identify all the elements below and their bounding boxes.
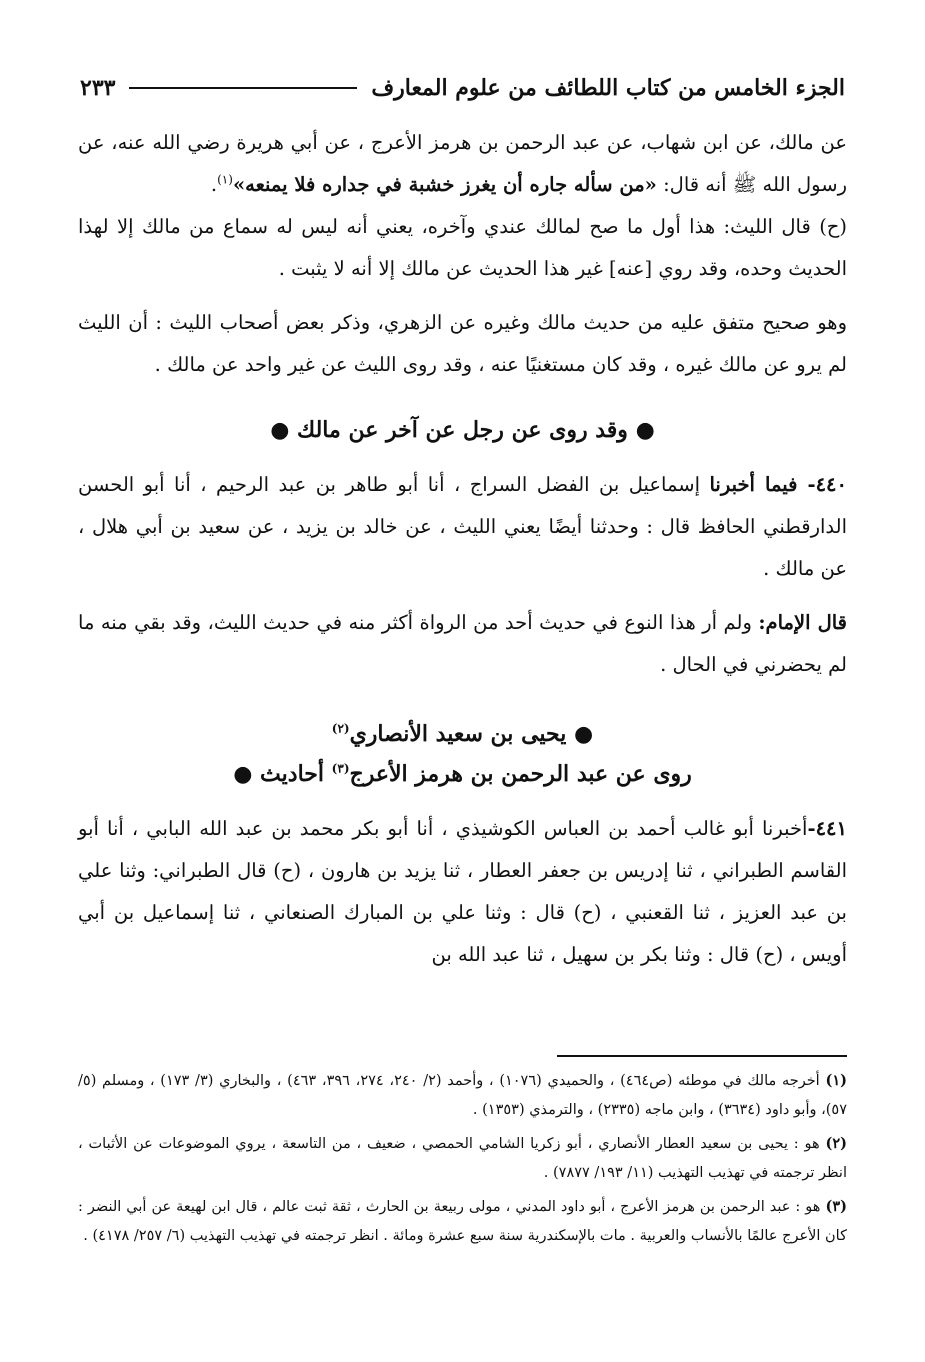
paragraph-2: (ح) قال الليث: هذا أول ما صح لمالك عندي وآخره، يعني أنه ليس له سماع من مالك إلا لهذا الحديث وحده، وقد روي [عنه] غير هذا الحديث عن مالك إلا أنه لا يثبت . (78, 215, 847, 280)
footnote-text: هو : عبد الرحمن بن هرمز الأعرج ، أبو داود المدني ، مولى ربيعة بن الحارث ، ثقة ثبت عالم ، قال ابن لهيعة عن أبي النضر : كان الأعرج عالمًا بالأنساب والعربية . مات بالإسكندرية سنة سبع عشرة ومائة . انظر ترجمته في تهذيب التهذيب (٦/ ٢٥٧/ ٤١٧٨) . (78, 1199, 847, 1244)
footnotes (78, 1066, 847, 1255)
footnote-ref-3: (٣) (331, 761, 350, 776)
paragraph-1 (78, 122, 847, 206)
footnote-ref-2: (٢) (331, 721, 350, 736)
footnote-number: (١) (825, 1072, 847, 1089)
footnote-text: هو : يحيى بن سعيد العطار الأنصاري ، أبو زكريا الشامي الحمصي ، ضعيف ، من التاسعة ، يروي الموضوعات عن الأثبات ، انظر ترجمته في تهذيب التهذيب (١١/ ١٩٣/ ٧٨٧٧) . (78, 1136, 847, 1181)
section-heading-2a (78, 714, 847, 754)
paragraph-3: وهو صحيح متفق عليه من حديث مالك وغيره عن الزهري، وذكر بعض أصحاب الليث : أن الليث لم يرو عن مالك غيره ، وقد كان مستغنيًا عنه ، وقد روى الليث عن غير واحد عن مالك . (78, 311, 847, 376)
paragraph-6-text: أخبرنا أبو غالب أحمد بن العباس الكوشيذي ، أنا أبو بكر محمد بن عبد الله البابي ، أنا أبو القاسم الطبراني ، ثنا إدريس بن جعفر العطار ، ثنا يزيد بن هارون ، (ح) قال الطبراني: وثنا علي بن عبد العزيز ، ثنا القعنبي ، (ح) قال : وثنا علي بن المبارك الصنعاني ، ثنا إسماعيل بن أبي أويس ، (ح) قال : وثنا بكر بن سهيل ، ثنا عبد الله بن (78, 817, 847, 966)
hadith-number-440: ٤٤٠- فيما أخبرنا (709, 473, 847, 496)
running-title: الجزء الخامس من كتاب اللطائف من علوم المعارف (371, 75, 845, 101)
heading-2b-end: أحاديث ● (233, 761, 324, 787)
paragraph-4 (78, 464, 847, 590)
paragraph-5-text: ولم أر هذا النوع في حديث أحد من الرواة أكثر منه في حديث الليث، وقد بقي منه ما لم يحضرني في الحال . (78, 611, 847, 676)
heading-2b-text: روى عن عبد الرحمن بن هرمز الأعرج (349, 761, 692, 787)
paragraph-1-text: عن مالك، عن ابن شهاب، عن عبد الرحمن بن هرمز الأعرج ، عن أبي هريرة رضي الله عنه، عن رسول الله ﷺ أنه قال: (78, 131, 847, 196)
footnote-text: أخرجه مالك في موطئه (ص٤٦٤) ، والحميدي (١٠٧٦) ، وأحمد (٢/ ٢٤٠، ٢٧٤، ٣٩٦، ٤٦٣) ، والبخاري (٣/ ١٧٣) ، ومسلم (٥/ ٥٧)، وأبو داود (٣٦٣٤) ، وابن ماجه (٢٣٣٥) ، والترمذي (١٣٥٣) . (78, 1073, 847, 1118)
imam-label: قال الإمام: (758, 611, 848, 634)
paragraph-1-end: . (210, 173, 218, 196)
page-number: ٢٣٣ (80, 75, 116, 101)
footnote-1 (78, 1066, 847, 1125)
footnote-number: (٢) (825, 1135, 848, 1152)
footnote-ref-1: (١) (217, 172, 233, 187)
footnote-number: (٣) (825, 1198, 848, 1215)
paragraph-5 (78, 602, 847, 686)
footnote-rule (557, 1055, 847, 1057)
paragraph-4-text: إسماعيل بن الفضل السراج ، أنا أبو طاهر بن عبد الرحيم ، أنا أبو الحسن الدارقطني الحافظ قال : وحدثنا أيضًا يعني الليث ، عن خالد بن يزيد ، عن سعيد بن أبي هلال ، عن مالك . (78, 473, 847, 580)
paragraph-gap (78, 290, 847, 302)
section-heading-2b (78, 754, 847, 794)
header-rule (129, 87, 357, 89)
footnote-3 (78, 1192, 847, 1251)
section-heading-1: ● وقد روى عن رجل عن آخر عن مالك ● (270, 417, 655, 443)
hadith-quote: «من سأله جاره أن يغرز خشبة في جداره فلا يمنعه» (232, 173, 657, 196)
page-header (80, 68, 845, 108)
paragraph-6 (78, 808, 847, 976)
main-text (78, 122, 847, 976)
hadith-number-441: ٤٤١- (807, 817, 847, 840)
footnote-2 (78, 1129, 847, 1188)
paragraph-gap (78, 590, 847, 602)
heading-2a-text: ● يحيى بن سعيد الأنصاري (349, 721, 594, 747)
